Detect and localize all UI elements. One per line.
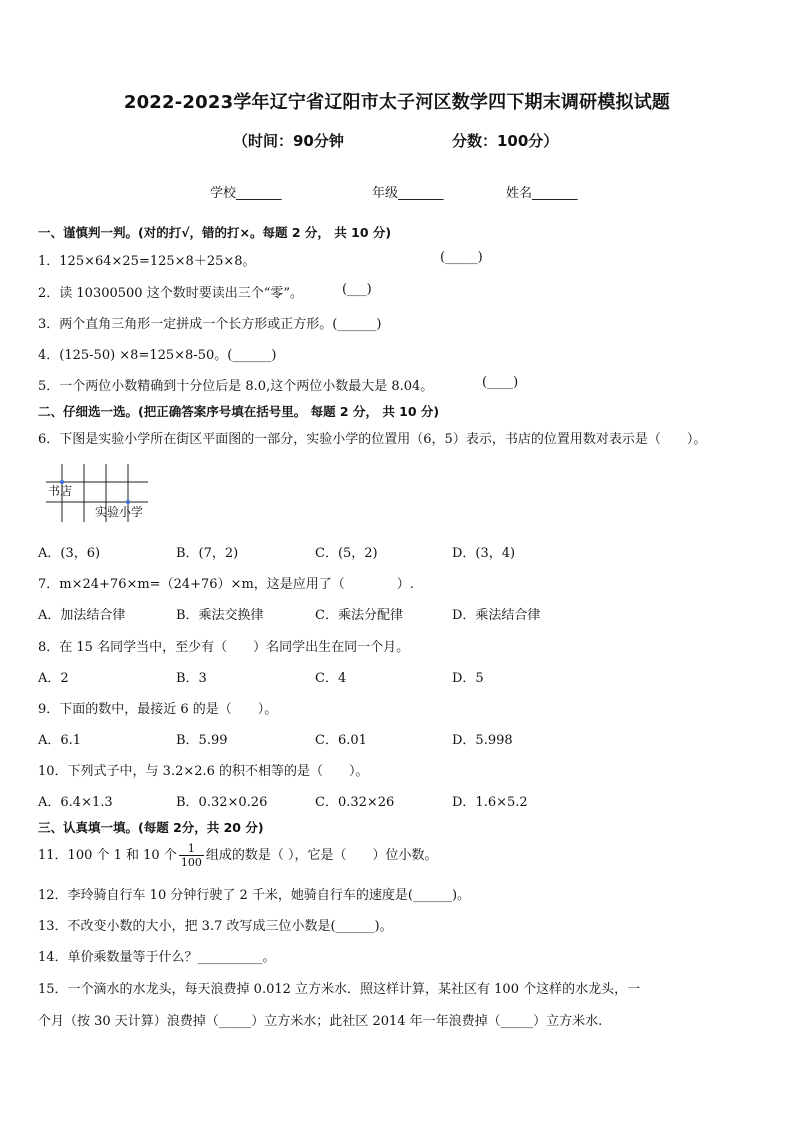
school-field: 学校_______ [210,186,282,201]
q10-option-d: D．1.6×5.2 [452,795,528,810]
question-3: 3．两个直角三角形一定拼成一个长方形或正方形。(______) [38,317,382,332]
q7-option-d: D．乘法结合律 [452,608,541,623]
section2-heading: 二、仔细选一选。(把正确答案序号填在括号里。 每题 2 分， 共 10 分) [38,404,440,419]
q10-option-b: B．0.32×0.26 [176,795,268,810]
question-5: 5．一个两位小数精确到十分位后是 8.0,这个两位小数最大是 8.04。 [38,379,434,394]
exam-time: （时间：90分钟 [233,132,344,150]
q6-option-b: B．(7，2) [176,546,239,561]
map-label-bookstore: 书店 [48,484,73,498]
q10-option-a: A．6.4×1.3 [38,795,113,810]
q9-option-a: A．6.1 [38,733,82,748]
question-1: 1．125×64×25=125×8＋25×8。 [38,254,256,269]
q9-option-b: B．5.99 [176,733,228,748]
question-15-line1: 15．一个滴水的水龙头，每天浪费掉 0.012 立方米水．照这样计算，某社区有 100 个这样的水龙头，一 [38,982,641,997]
q8-option-b: B．3 [176,671,207,686]
q7-option-c: C．乘法分配律 [315,608,403,623]
question-8: 8．在 15 名同学当中，至少有（ ）名同学出生在同一个月。 [38,640,410,655]
q6-option-c: C．(5，2) [315,546,378,561]
question-13: 13．不改变小数的大小，把 3.7 改写成三位小数是(______)。 [38,919,393,934]
question-11 [38,842,437,869]
question-14: 14．单价乘数量等于什么？__________。 [38,950,276,965]
page-title: 2022-2023学年辽宁省辽阳市太子河区数学四下期末调研模拟试题 [123,92,671,113]
q7-option-a: A．加法结合律 [38,608,126,623]
question-7: 7．m×24+76×m=（24+76）×m，这是应用了（ ）. [38,577,414,592]
question-9: 9．下面的数中，最接近 6 的是（ ）。 [38,702,278,717]
question-15-line2: 个月（按 30 天计算）浪费掉（_____）立方米水；此社区 2014 年一年浪费掉（_____）立方米水. [38,1014,603,1029]
question-1-blank: (_____) [440,250,483,265]
question-5-blank: (____) [482,375,519,390]
q6-option-d: D．(3，4) [452,546,516,561]
q10-option-c: C．0.32×26 [315,795,395,810]
question-6: 6．下图是实验小学所在街区平面图的一部分，实验小学的位置用（6，5）表示，书店的位置用数对表示是（ ）。 [38,432,707,447]
section1-heading: 一、谨慎判一判。(对的打√，错的打×。每题 2 分， 共 10 分) [38,225,392,240]
map-label-school: 实验小学 [95,505,144,519]
q8-option-a: A．2 [38,671,69,686]
name-field: 姓名_______ [506,186,578,201]
fraction-numerator: 1 [179,842,204,856]
question-12: 12．李玲骑自行车 10 分钟行驶了 2 千米，她骑自行车的速度是(______)。 [38,888,471,903]
question-11-suffix: 组成的数是（ ），它是（ ）位小数。 [205,848,438,863]
street-map-figure [40,460,170,528]
q8-option-c: C．4 [315,671,347,686]
grade-field: 年级_______ [372,186,444,201]
question-11-prefix: 11．100 个 1 和 10 个 [38,848,177,863]
section3-heading: 三、认真填一填。(每题 2分，共 20 分) [38,820,264,835]
q9-option-d: D．5.998 [452,733,513,748]
q8-option-d: D．5 [452,671,484,686]
question-10: 10．下列式子中，与 3.2×2.6 的积不相等的是（ ）。 [38,764,369,779]
question-2: 2．读 10300500 这个数时要读出三个“零”。 [38,286,303,301]
q7-option-b: B．乘法交换律 [176,608,264,623]
fraction-denominator: 100 [180,856,202,869]
question-2-blank: (___) [342,282,372,297]
exam-score: 分数：100分） [452,132,559,150]
q6-option-a: A．(3，6) [38,546,101,561]
fraction-one-hundredth [179,842,204,869]
question-4: 4．(125-50) ×8=125×8-50。(______) [38,348,277,363]
q9-option-c: C．6.01 [315,733,367,748]
